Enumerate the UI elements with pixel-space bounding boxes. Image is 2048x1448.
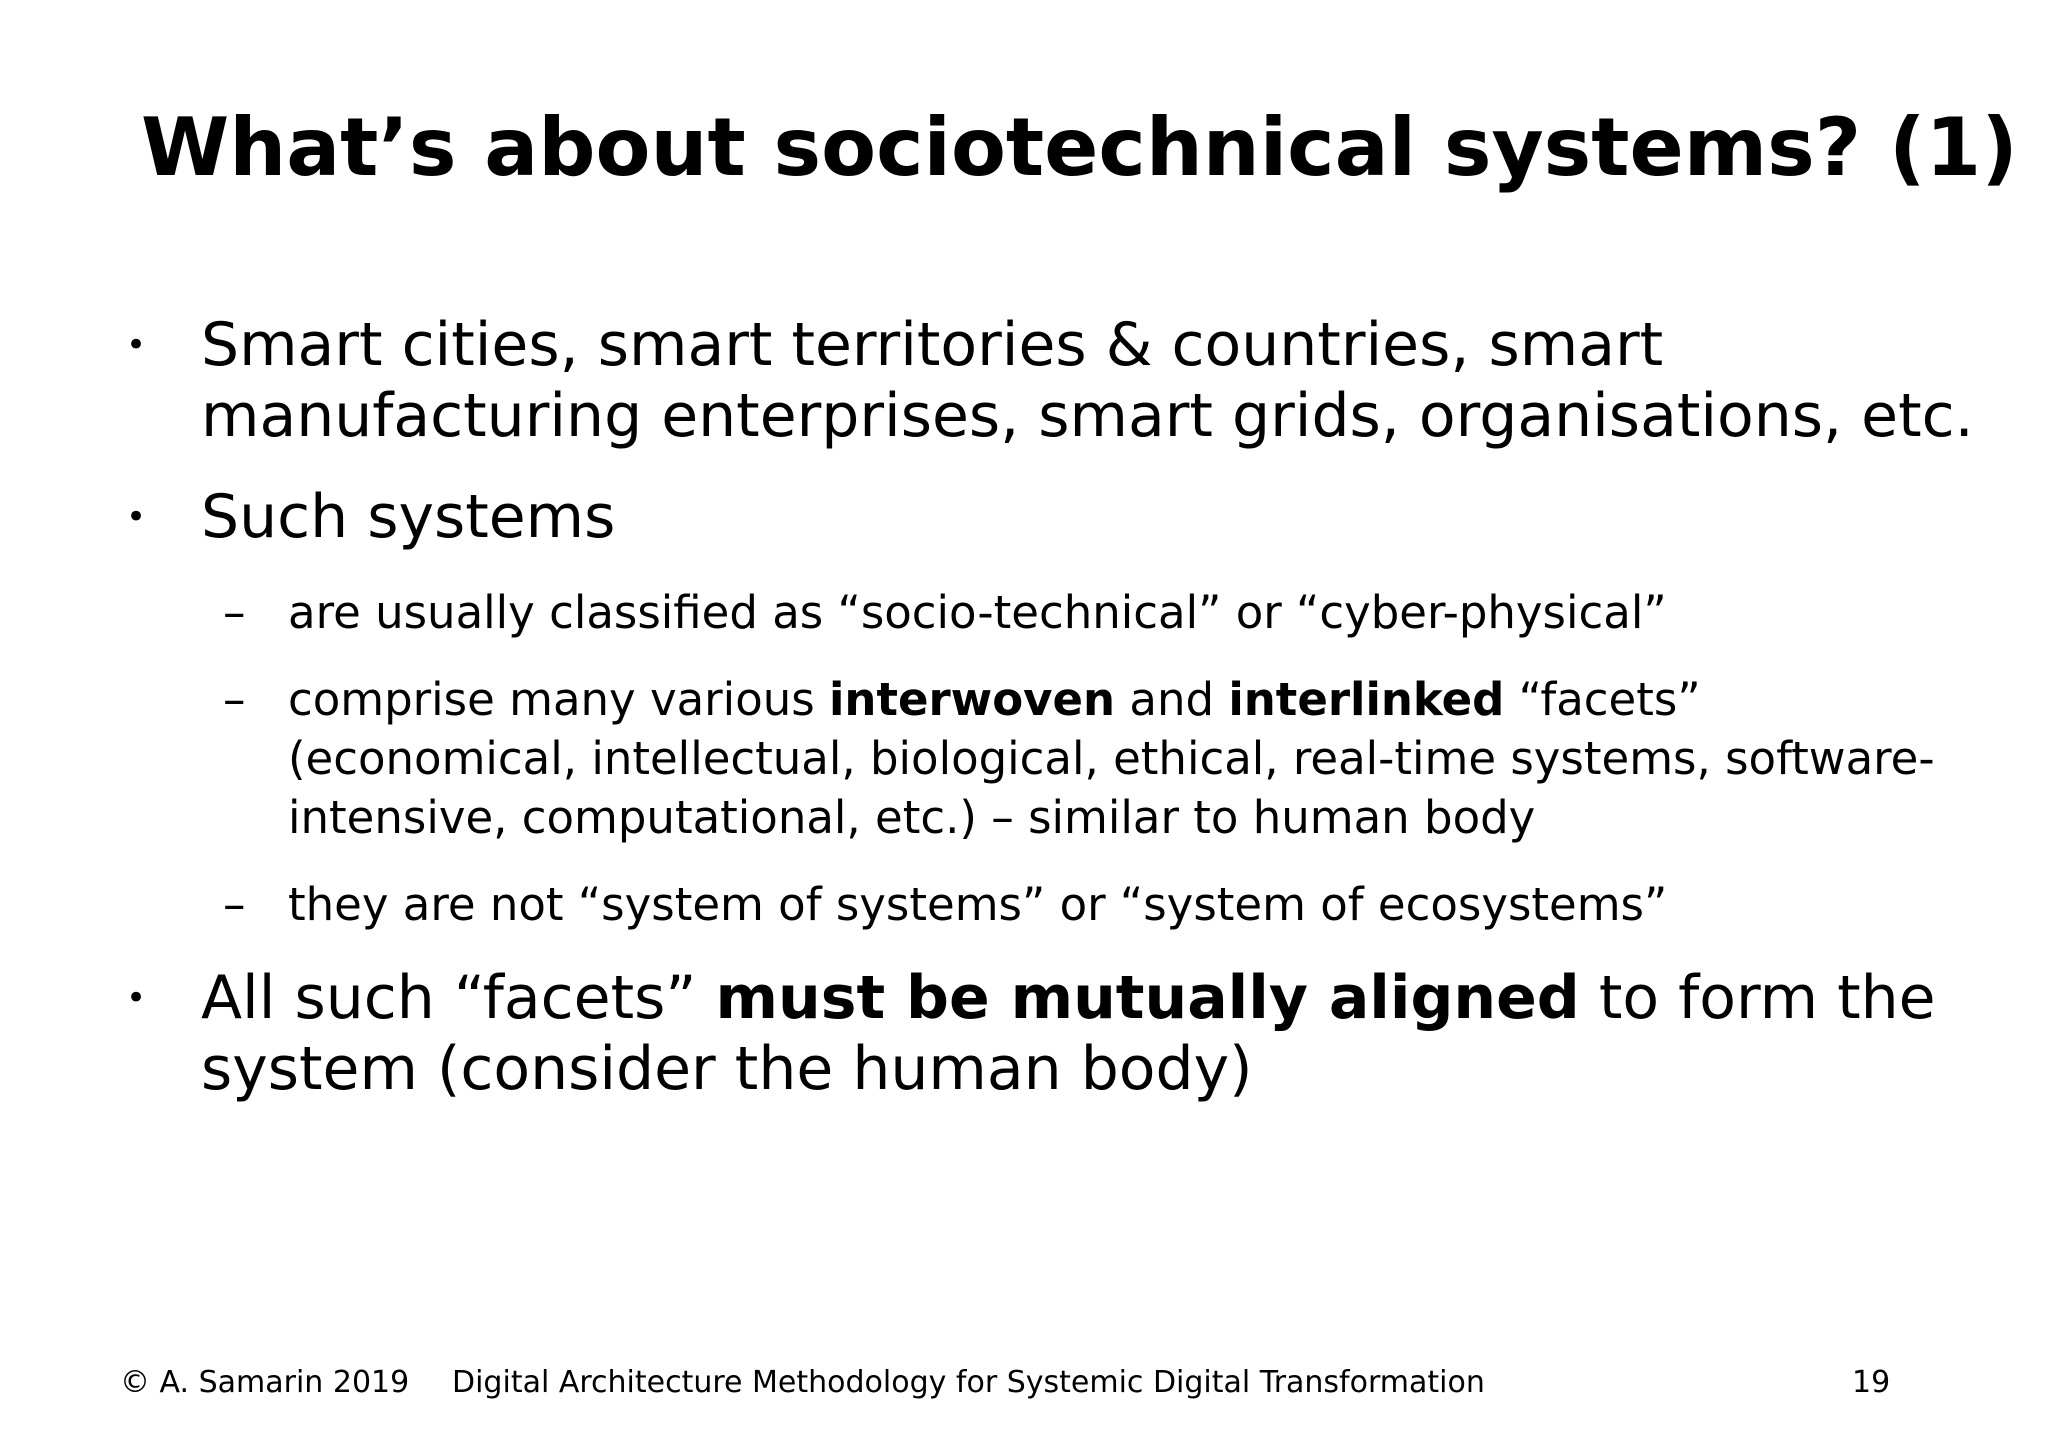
sub-bullet-text: are usually classified as “socio-technical” or “cyber-physical” <box>288 586 1667 639</box>
text-run: “facets” (economical, intellectual, biological, ethical, real-time systems, software-intensive, computational, etc.) – similar to human body <box>288 673 1935 844</box>
page-number: 19 <box>1852 1365 1891 1400</box>
bullet-marker: • <box>126 497 147 537</box>
bullet-text: Such systems <box>201 482 616 552</box>
bullet-text: Smart cities, smart territories & countries, smart manufacturing enterprises, smart grids, organisations, etc. <box>201 310 1974 451</box>
sub-bullet-text <box>288 670 2003 847</box>
footer-copyright: © A. Samarin 2019 <box>120 1365 410 1400</box>
slide-title: What’s about sociotechnical systems? (1) <box>141 101 2018 194</box>
text-run: comprise many various <box>288 673 829 726</box>
bullet-marker: • <box>126 978 147 1018</box>
bullet-text <box>201 963 1986 1105</box>
text-run: All such “facets” <box>201 963 716 1033</box>
bullet-item <box>126 482 1986 553</box>
sub-bullet-marker: – <box>223 878 246 931</box>
sub-bullet-marker: – <box>223 586 246 639</box>
text-run: and <box>1115 673 1229 726</box>
footer-course-title: Digital Architecture Methodology for Systemic Digital Transformation <box>452 1365 1485 1400</box>
sub-bullet-text: they are not “system of systems” or “system of ecosystems” <box>288 878 1668 931</box>
bold-text: must be mutually aligned <box>715 963 1580 1033</box>
bullet-item <box>126 963 1986 1105</box>
text-run: to form the system (consider the human body) <box>201 963 1936 1104</box>
sub-bullet-item <box>223 875 2003 934</box>
bullet-item <box>126 310 1986 452</box>
bold-text: interwoven <box>829 673 1116 726</box>
sub-bullet-item <box>223 583 2003 642</box>
sub-bullet-marker: – <box>223 673 246 726</box>
bold-text: interlinked <box>1228 673 1505 726</box>
sub-bullet-item <box>223 670 2003 847</box>
bullet-marker: • <box>126 325 147 365</box>
